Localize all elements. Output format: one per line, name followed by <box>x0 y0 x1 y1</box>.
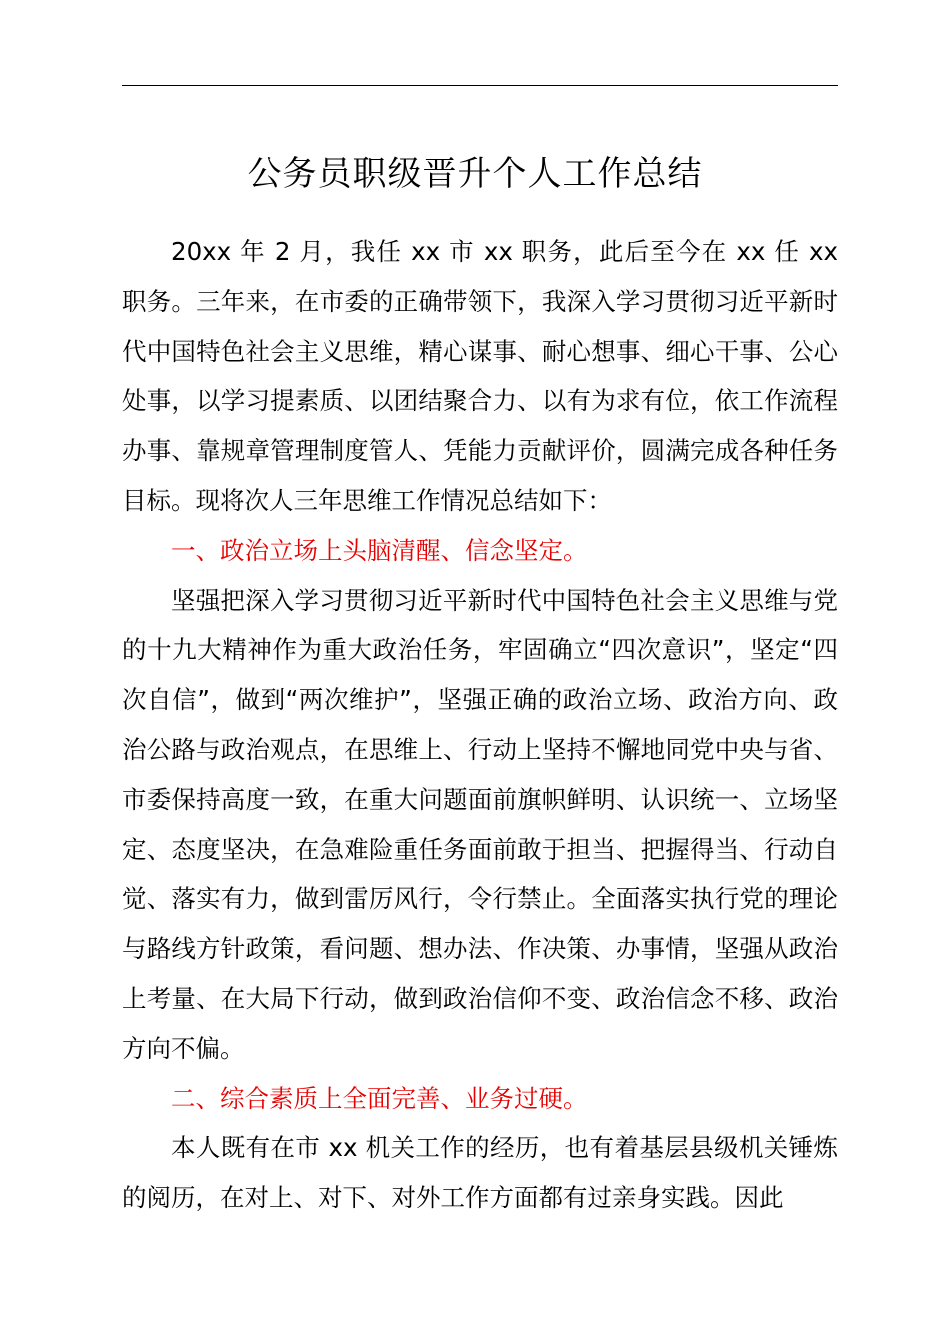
document-title: 公务员职级晋升个人工作总结 <box>247 154 703 194</box>
body-paragraph-quality: 本人既有在市 xx 机关工作的经历，也有着基层县级机关锤炼的阅历，在对上、对下、对外工作方面都有过亲身实践。因此 <box>122 1133 838 1213</box>
body-paragraph-politics: 坚强把深入学习贯彻习近平新时代中国特色社会主义思维与党的十九大精神作为重大政治任务，牢固确立“四次意识”，坚定“四次自信”，做到“两次维护”，坚强正确的政治立场、政治方向、政治公路与政治观点，在思维上、行动上坚持不懈地同党中央与省、市委保持高度一致，在重大问题面前旗帜鲜明、认识统一、立场坚定、态度坚决，在急难险重任务面前敢于担当、把握得当、行动自觉、落实有力，做到雷厉风行，令行禁止。全面落实执行党的理论与路线方针政策，看问题、想办法、作决策、办事情，坚强从政治上考量、在大局下行动，做到政治信仰不变、政治信念不移、政治方向不偏。 <box>122 585 838 1063</box>
header-rule <box>122 85 838 86</box>
section-heading-2: 二、综合素质上全面完善、业务过硬。 <box>171 1083 588 1113</box>
body-paragraph-intro: 20xx 年 2 月，我任 xx 市 xx 职务，此后至今在 xx 任 xx 职务。三年来，在市委的正确带领下，我深入学习贯彻习近平新时代中国特色社会主义思维，精心谋事、耐心想事、细心干事、公心处事，以学习提素质、以团结聚合力、以有为求有位，依工作流程办事、靠规章管理制度管人、凭能力贡献评价，圆满完成各种任务目标。现将次人三年思维工作情况总结如下： <box>122 237 838 515</box>
section-heading-1: 一、政治立场上头脑清醒、信念坚定。 <box>171 535 588 565</box>
document-body <box>122 227 838 1223</box>
